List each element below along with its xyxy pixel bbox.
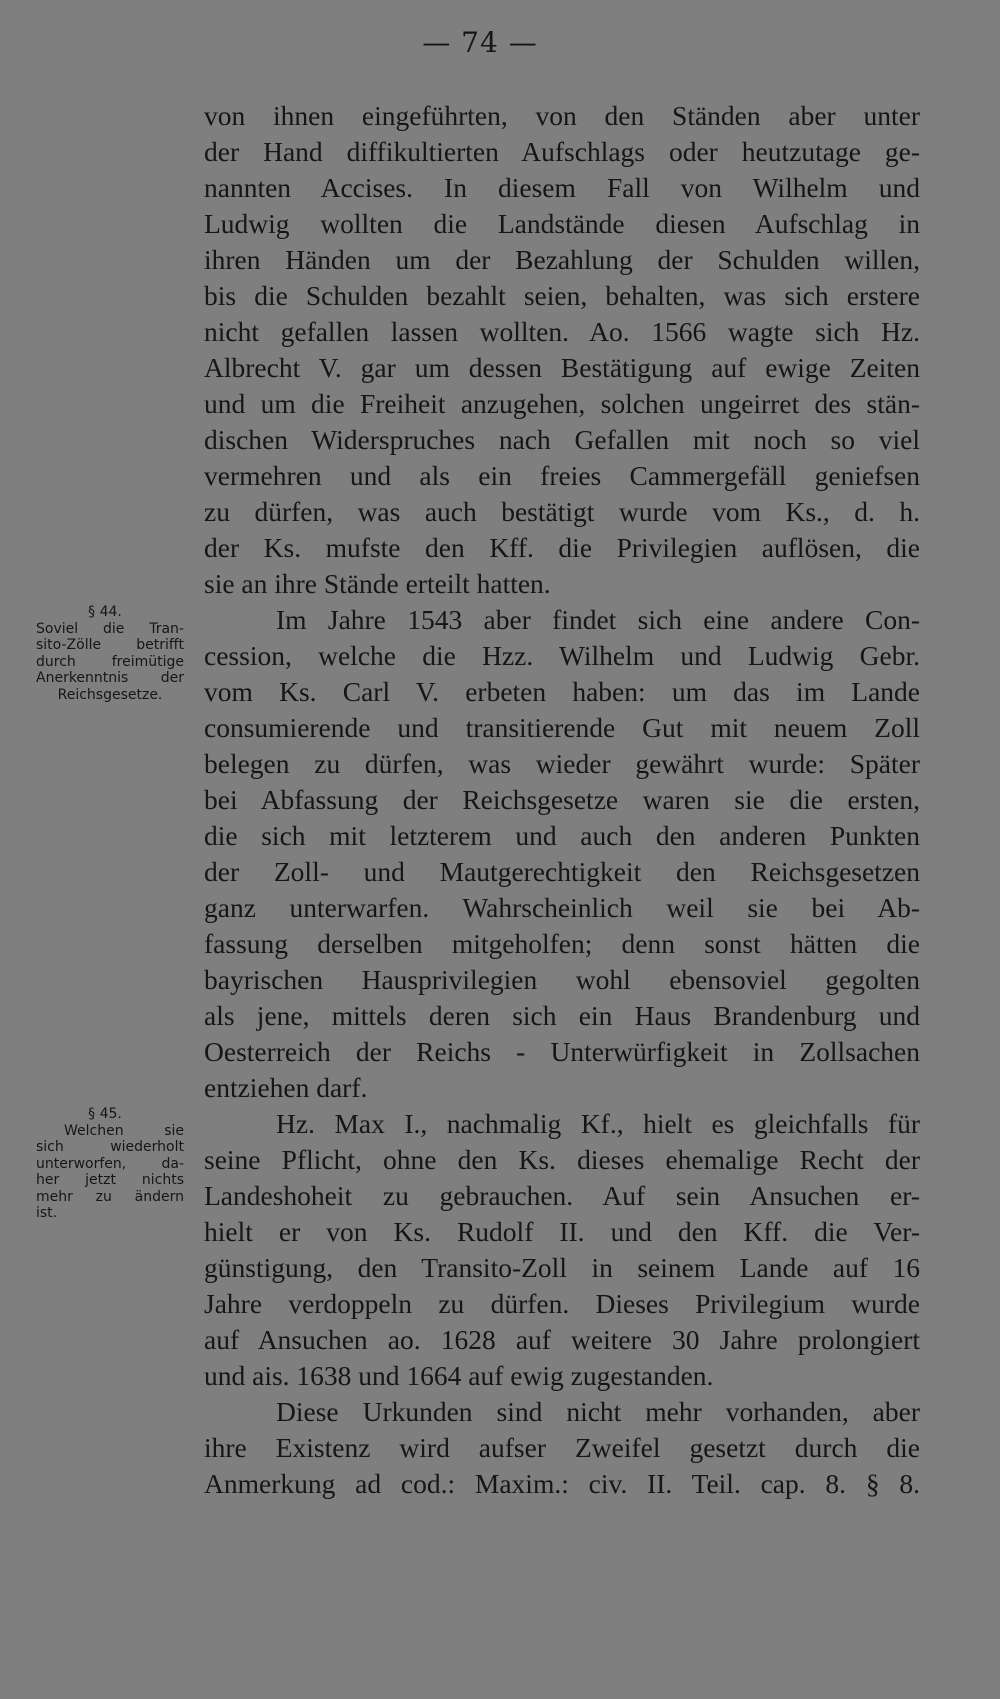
text-line: bayrischen Hausprivilegien wohl ebensoviel gegolten: [204, 964, 920, 995]
text-line: cession, welche die Hzz. Wilhelm und Ludwig Gebr.: [204, 640, 920, 671]
text-line: als jene, mittels deren sich ein Haus Brandenburg und: [204, 1000, 920, 1031]
margin-note-line: Anerkenntnis der: [36, 670, 184, 686]
text-line: ganz unterwarfen. Wahrscheinlich weil sie bei Ab-: [204, 892, 920, 923]
text-line: fassung derselben mitgeholfen; denn sonst hätten die: [204, 928, 920, 959]
text-line: Diese Urkunden sind nicht mehr vorhanden, aber: [276, 1396, 920, 1427]
text-line: ihren Händen um der Bezahlung der Schulden willen,: [204, 244, 920, 275]
margin-note-line: sito-Zölle betrifft: [36, 637, 184, 653]
text-line: belegen zu dürfen, was wieder gewährt wurde: Später: [204, 748, 920, 779]
text-line: bis die Schulden bezahlt seien, behalten, was sich erstere: [204, 280, 920, 311]
text-line: und um die Freiheit anzugehen, solchen ungeirret des stän-: [204, 388, 920, 419]
text-line: entziehen darf.: [204, 1072, 368, 1103]
text-line: der Hand diffikultierten Aufschlags oder heutzutage ge-: [204, 136, 920, 167]
text-line: Hz. Max I., nachmalig Kf., hielt es gleichfalls für: [276, 1108, 920, 1139]
text-line: günstigung, den Transito-Zoll in seinem Lande auf 16: [204, 1252, 920, 1283]
margin-note-line: her jetzt nichts: [36, 1172, 184, 1188]
margin-note-line: Welchen sie: [64, 1122, 184, 1139]
section-marker: § 44.: [88, 604, 122, 620]
margin-note-line: Reichsgesetze.: [57, 686, 163, 703]
text-line: hielt er von Ks. Rudolf II. und den Kff. die Ver-: [204, 1216, 920, 1247]
text-line: Im Jahre 1543 aber findet sich eine andere Con-: [276, 604, 920, 635]
margin-note-line: unterworfen, da-: [36, 1155, 184, 1172]
text-line: Albrecht V. gar um dessen Bestätigung auf ewige Zeiten: [204, 352, 920, 383]
text-line: von ihnen eingeführten, von den Ständen aber unter: [204, 100, 920, 131]
text-line: Jahre verdoppeln zu dürfen. Dieses Privilegium wurde: [204, 1288, 920, 1319]
margin-note-line: durch freimütige: [36, 653, 184, 670]
text-line: vermehren und als ein freies Cammergefäll geniefsen: [204, 460, 920, 491]
text-line: ihre Existenz wird aufser Zweifel gesetzt durch die: [204, 1432, 920, 1463]
section-marker: § 45.: [88, 1106, 122, 1122]
text-line: die sich mit letzterem und auch den anderen Punkten: [204, 820, 920, 851]
text-line: auf Ansuchen ao. 1628 auf weitere 30 Jahre prolongiert: [204, 1324, 920, 1355]
text-line: Landeshoheit zu gebrauchen. Auf sein Ansuchen er-: [204, 1180, 920, 1211]
text-line: consumierende und transitierende Gut mit neuem Zoll: [204, 712, 920, 743]
margin-note-line: ist.: [36, 1205, 58, 1221]
page-number: — 74 —: [422, 26, 538, 59]
text-line: nannten Accises. In diesem Fall von Wilhelm und: [204, 172, 920, 203]
text-line: vom Ks. Carl V. erbeten haben: um das im Lande: [204, 676, 920, 707]
margin-note-line: mehr zu ändern: [36, 1188, 184, 1205]
text-line: Oesterreich der Reichs - Unterwürfigkeit in Zollsachen: [204, 1036, 920, 1067]
text-line: Anmerkung ad cod.: Maxim.: civ. II. Teil. cap. 8. § 8.: [204, 1468, 920, 1499]
margin-note-section-44: [36, 604, 184, 703]
margin-note-line: Soviel die Tran-: [36, 620, 184, 637]
text-line: seine Pflicht, ohne den Ks. dieses ehemalige Recht der: [204, 1144, 920, 1175]
text-line: bei Abfassung der Reichsgesetze waren sie die ersten,: [204, 784, 920, 815]
text-line: Ludwig wollten die Landstände diesen Aufschlag in: [204, 208, 920, 239]
text-line: dischen Widerspruches nach Gefallen mit noch so viel: [204, 424, 920, 455]
margin-note-section-45: [36, 1106, 184, 1222]
text-line: nicht gefallen lassen wollten. Ao. 1566 wagte sich Hz.: [204, 316, 920, 347]
text-line: zu dürfen, was auch bestätigt wurde vom Ks., d. h.: [204, 496, 920, 527]
text-line: sie an ihre Stände erteilt hatten.: [204, 568, 551, 599]
text-line: und ais. 1638 und 1664 auf ewig zugestanden.: [204, 1360, 714, 1391]
main-text: [204, 98, 920, 1502]
text-line: der Ks. mufste den Kff. die Privilegien auflösen, die: [204, 532, 920, 563]
margin-note-line: sich wiederholt: [36, 1139, 184, 1155]
text-line: der Zoll- und Mautgerechtigkeit den Reichsgesetzen: [204, 856, 920, 887]
